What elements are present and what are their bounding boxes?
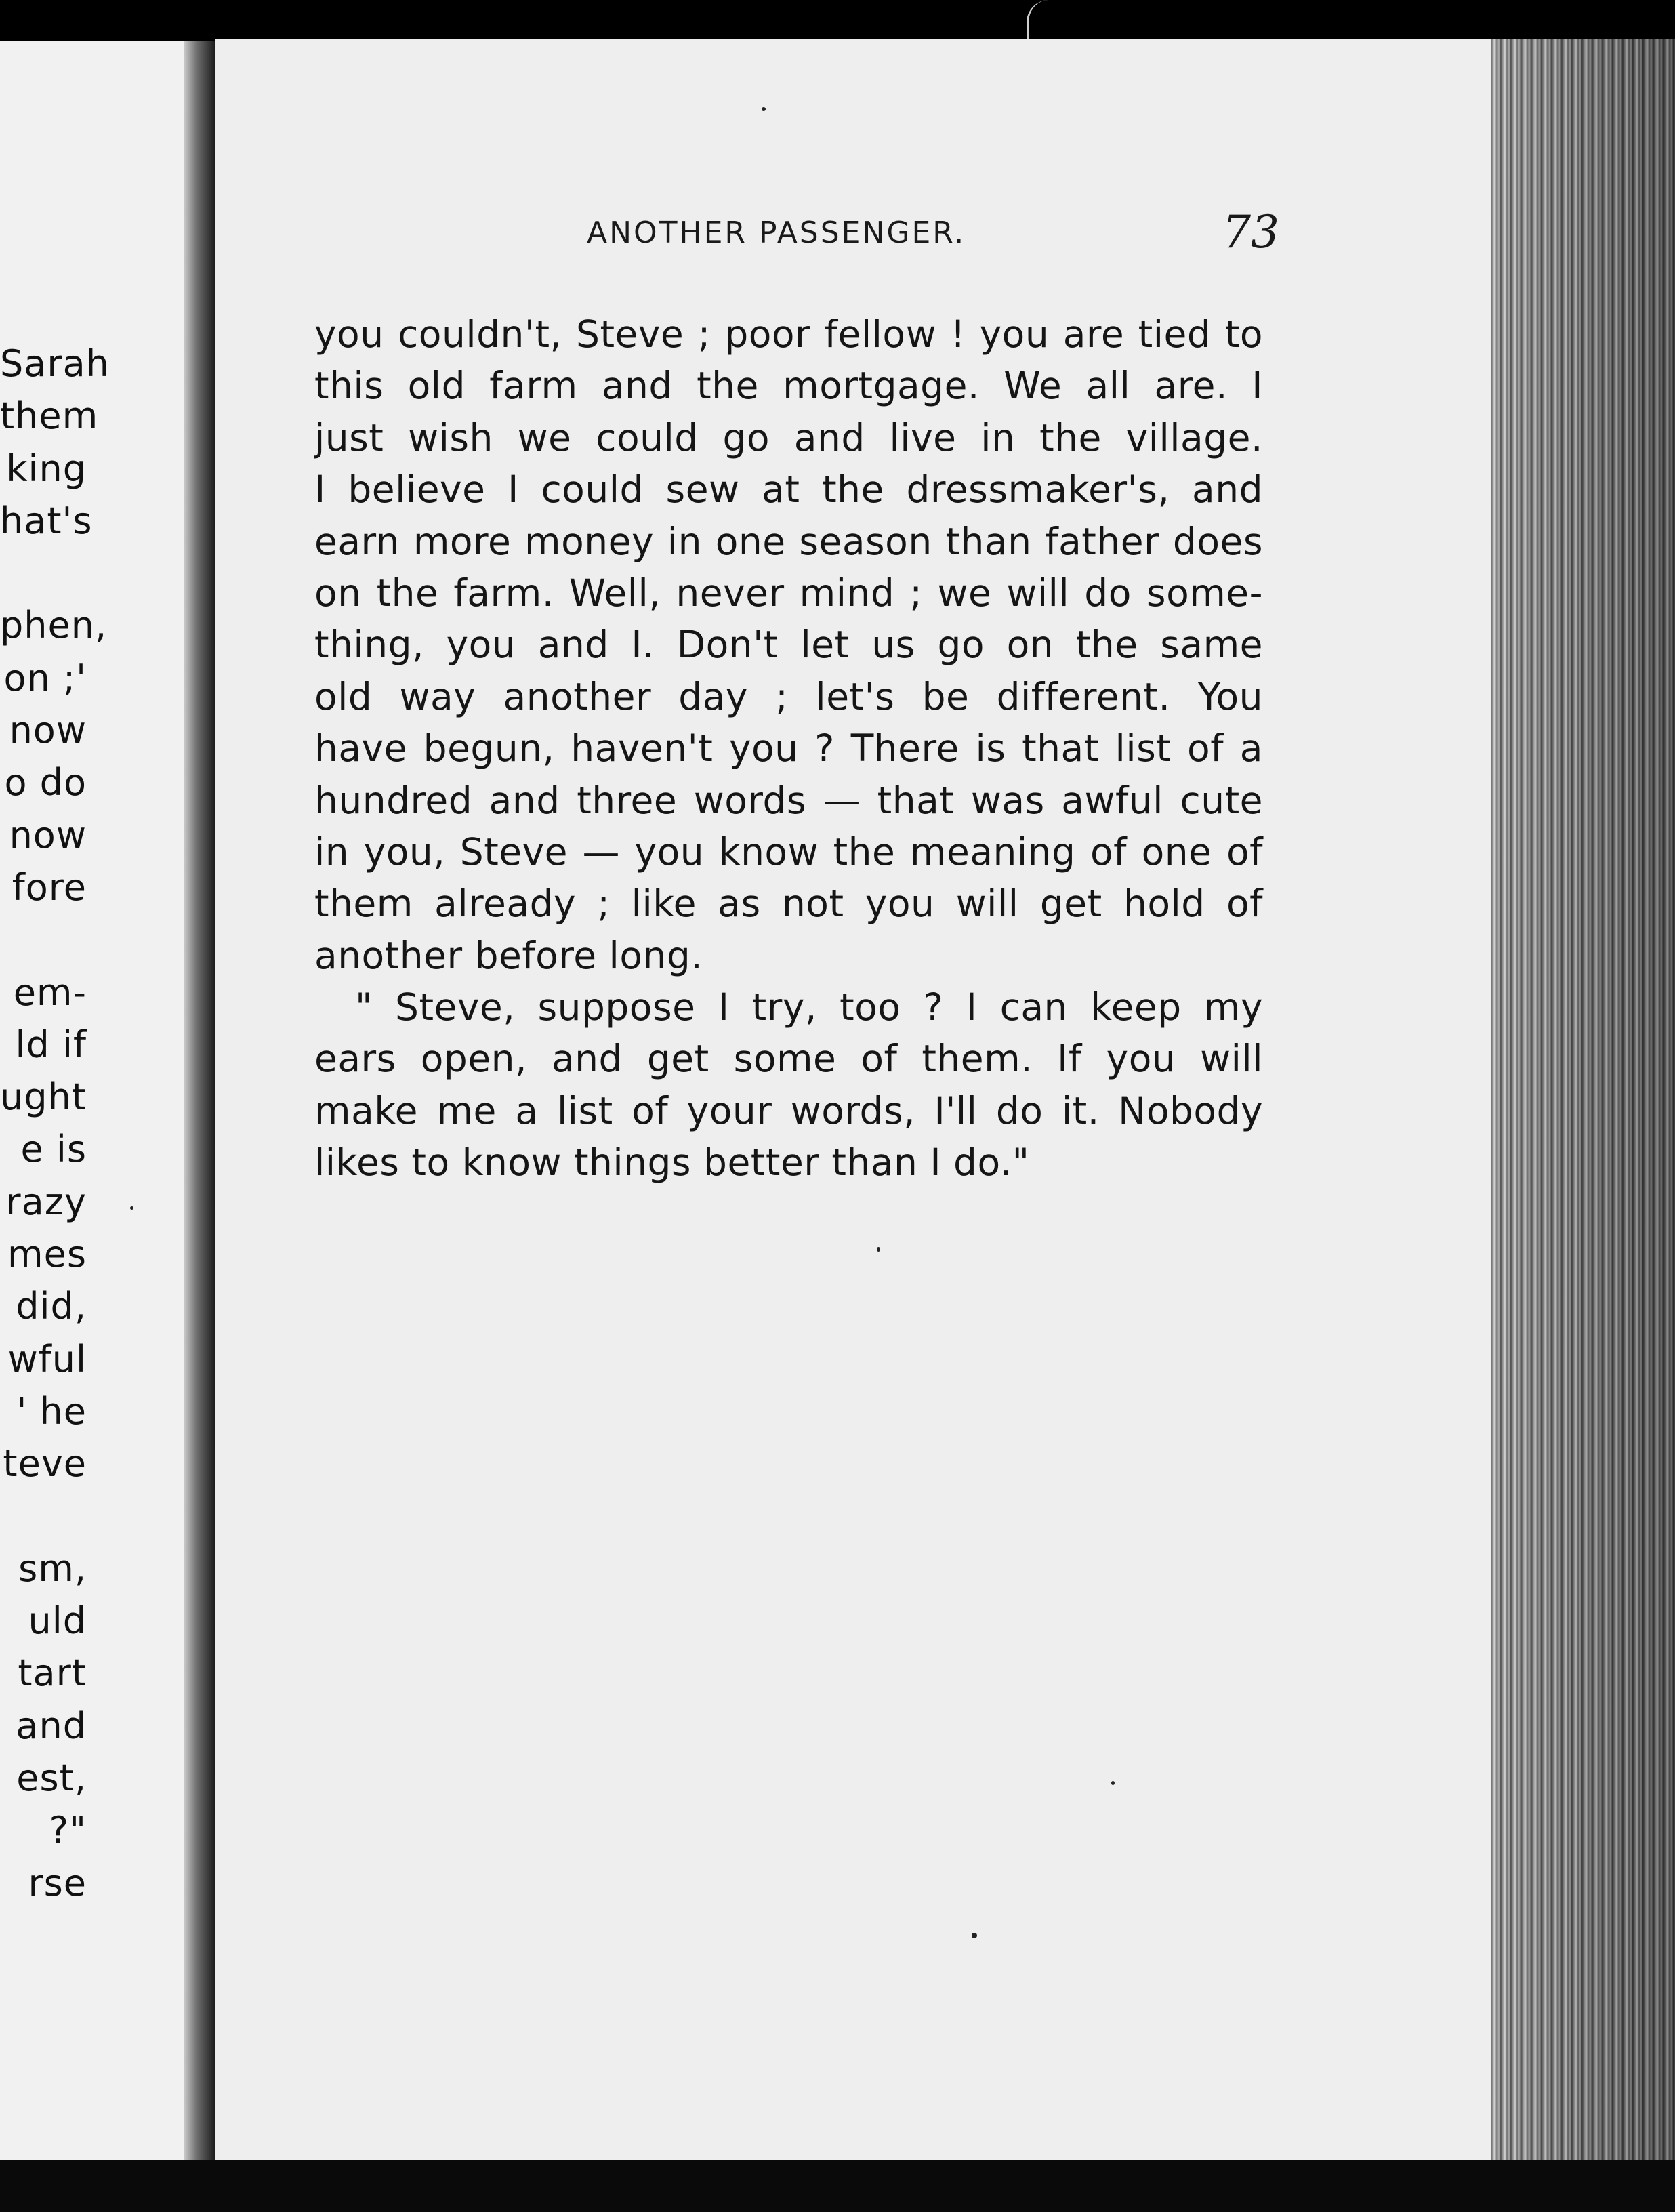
left-page-line: Sarah xyxy=(0,342,110,385)
left-page-line: fore xyxy=(12,865,87,909)
text-line: hundred and three words — that was awful cute xyxy=(314,778,1263,822)
text-line: this old farm and the mortgage. We all are. I xyxy=(314,364,1263,408)
text-line: old way another day ; let's be different. You xyxy=(314,674,1263,718)
left-page-line: em- xyxy=(13,970,87,1014)
left-page-line: king xyxy=(6,447,87,490)
ink-speck xyxy=(130,1206,133,1210)
text-line: " Steve, suppose I try, too ? I can keep my xyxy=(355,985,1263,1029)
left-page-line: ld if xyxy=(15,1023,87,1066)
left-page-line: tart xyxy=(18,1652,87,1695)
left-page-line xyxy=(0,1490,87,1542)
left-page-line: mes xyxy=(7,1233,87,1276)
ink-speck xyxy=(762,107,766,111)
left-page-line: now xyxy=(9,709,87,752)
page-edges xyxy=(1491,39,1675,2181)
body-text xyxy=(314,308,1263,1189)
left-page-line xyxy=(0,547,87,599)
left-page-line: now xyxy=(9,813,87,857)
left-page-line: them xyxy=(0,394,99,438)
left-page-line: est, xyxy=(16,1757,87,1800)
left-page-line: phen, xyxy=(0,604,108,647)
left-page-line: uld xyxy=(28,1599,87,1643)
left-page-line: wful xyxy=(7,1337,87,1380)
text-line: likes to know things better than I do." xyxy=(314,1141,1030,1185)
left-page-line: and xyxy=(16,1704,87,1747)
text-line: make me a list of your words, I'll do it. Nobody xyxy=(314,1088,1263,1132)
text-line: another before long. xyxy=(314,933,703,977)
text-line: them already ; like as not you will get hold of xyxy=(314,882,1263,926)
ink-speck xyxy=(972,1933,977,1938)
text-line: on the farm. Well, never mind ; we will do some- xyxy=(314,571,1263,615)
left-page-line: e is xyxy=(20,1128,87,1171)
left-page-line: ught xyxy=(0,1076,87,1119)
text-line: you couldn't, Steve ; poor fellow ! you are tied to xyxy=(314,312,1263,356)
text-line: earn more money in one season than father does xyxy=(314,519,1263,563)
text-line: thing, you and I. Don't let us go on the same xyxy=(314,623,1263,667)
ink-speck xyxy=(877,1247,880,1252)
text-line: just wish we could go and live in the village. xyxy=(314,415,1263,459)
book-gutter xyxy=(184,41,215,2162)
left-page-line: did, xyxy=(16,1285,87,1328)
left-page-line xyxy=(0,914,87,966)
left-facing-page xyxy=(0,41,184,2162)
left-page-line: on ;' xyxy=(3,656,87,699)
text-line: ears open, and get some of them. If you will xyxy=(314,1037,1263,1081)
left-page-line: razy xyxy=(5,1180,87,1223)
left-page-text xyxy=(0,337,184,1909)
left-page-line: sm, xyxy=(18,1547,87,1590)
left-page-line: hat's xyxy=(0,499,93,542)
left-page-line: ' he xyxy=(16,1389,87,1433)
left-page-line: ?" xyxy=(49,1809,87,1852)
text-line: have begun, haven't you ? There is that list of a xyxy=(314,726,1263,771)
running-head: ANOTHER PASSENGER. xyxy=(587,216,966,250)
ink-speck xyxy=(1111,1781,1115,1785)
bottom-shadow xyxy=(0,2160,1675,2212)
text-line: I believe I could sew at the dressmaker's, and xyxy=(314,468,1263,512)
text-line: in you, Steve — you know the meaning of one of xyxy=(314,830,1263,874)
left-page-line: rse xyxy=(28,1861,87,1904)
left-page-line: o do xyxy=(4,761,87,804)
page-number: 73 xyxy=(1222,206,1279,258)
left-page-line: teve xyxy=(3,1442,87,1486)
